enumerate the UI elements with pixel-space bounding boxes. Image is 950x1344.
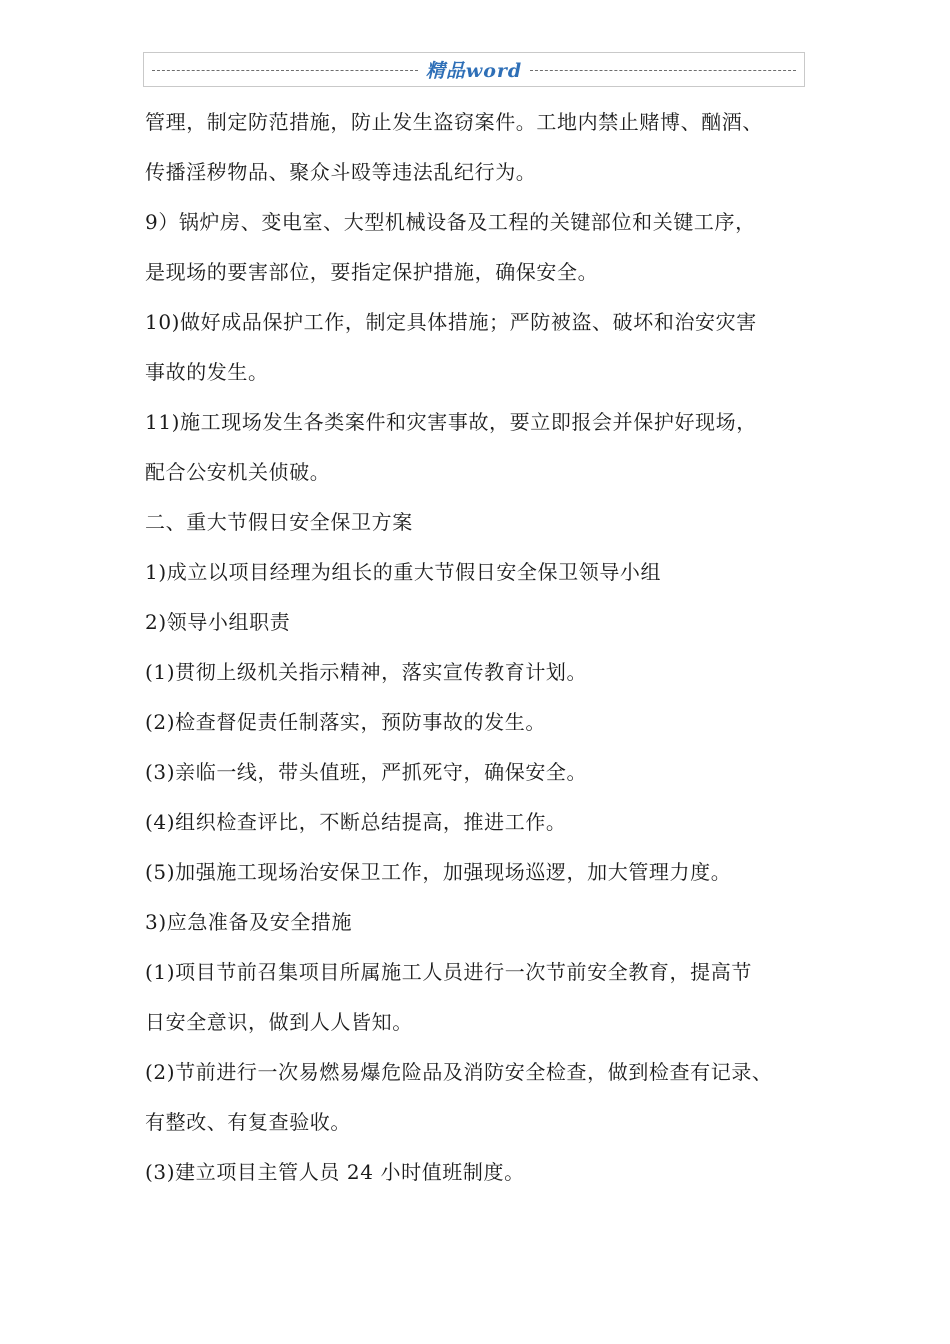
text-line: 管理，制定防范措施，防止发生盗窃案件。工地内禁止赌博、酗酒、 (145, 110, 763, 134)
text-line: (3)亲临一线，带头值班，严抓死守，确保安全。 (145, 760, 588, 784)
text-line: 2)领导小组职责 (145, 610, 291, 634)
section-heading: 二、重大节假日安全保卫方案 (145, 510, 413, 534)
text-line: 配合公安机关侦破。 (145, 460, 331, 484)
document-body (145, 97, 815, 1197)
text-line: 事故的发生。 (145, 360, 269, 384)
text-line: 11)施工现场发生各类案件和灾害事故，要立即报会并保护好现场， (145, 410, 757, 434)
text-line: 3)应急准备及安全措施 (145, 910, 353, 934)
text-line: (5)加强施工现场治安保卫工作，加强现场巡逻，加大管理力度。 (145, 860, 732, 884)
page-header (143, 52, 805, 87)
text-line: (2)节前进行一次易燃易爆危险品及消防安全检查，做到检查有记录、 (145, 1060, 773, 1084)
header-dash-right (530, 70, 796, 71)
header-label: 精品word (425, 60, 523, 82)
text-line: 是现场的要害部位，要指定保护措施，确保安全。 (145, 260, 599, 284)
text-line: (4)组织检查评比，不断总结提高，推进工作。 (145, 810, 567, 834)
header-dash-left (152, 70, 418, 71)
text-line: 有整改、有复查验收。 (145, 1110, 351, 1134)
text-line: 传播淫秽物品、聚众斗殴等违法乱纪行为。 (145, 160, 537, 184)
text-line: (2)检查督促责任制落实，预防事故的发生。 (145, 710, 546, 734)
text-line: 10)做好成品保护工作，制定具体措施；严防被盗、破坏和治安灾害 (145, 310, 757, 334)
text-line: 日安全意识，做到人人皆知。 (145, 1010, 413, 1034)
text-line: 1)成立以项目经理为组长的重大节假日安全保卫领导小组 (145, 560, 662, 584)
text-line: (3)建立项目主管人员 24 小时值班制度。 (145, 1160, 525, 1184)
text-line: 9）锅炉房、变电室、大型机械设备及工程的关键部位和关键工序， (145, 210, 756, 234)
text-line: (1)项目节前召集项目所属施工人员进行一次节前安全教育，提高节 (145, 960, 752, 984)
text-line: (1)贯彻上级机关指示精神，落实宣传教育计划。 (145, 660, 588, 684)
